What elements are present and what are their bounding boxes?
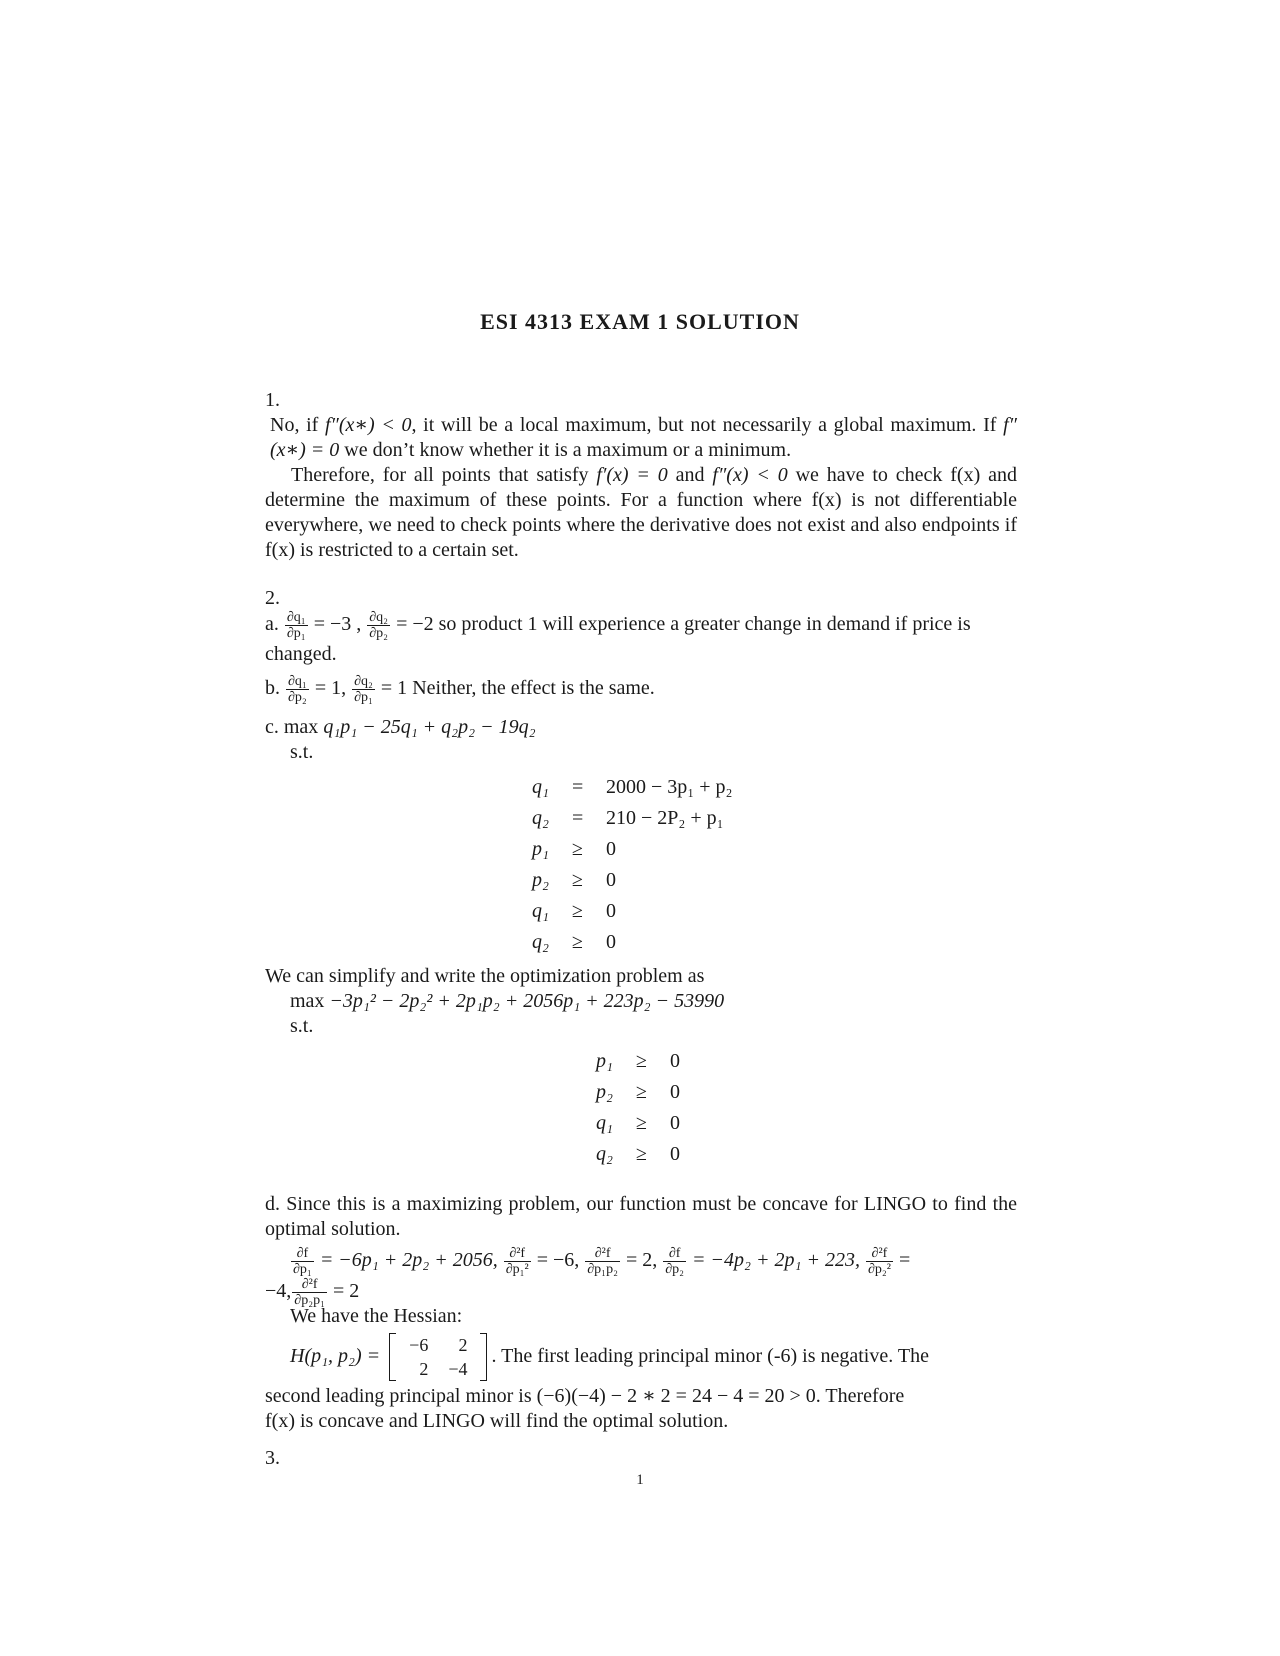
constraint-op: ≥ <box>572 869 583 891</box>
constraint-op: = <box>572 776 584 798</box>
q2-number: 2. <box>265 587 280 609</box>
q2b-label: b. <box>265 677 280 700</box>
q2-part-b <box>265 674 1017 705</box>
matrix-row <box>399 1333 477 1357</box>
q1-p1-b: , it will be a local maximum, but not necessarily a global maximum. If <box>411 414 1004 436</box>
fraction-denominator: ∂p₂p₁ <box>294 1292 325 1308</box>
constraint-lhs: p₁ <box>532 838 549 860</box>
q1-p2-b: we have to check f(x) and determine the maximum of these points. For a function where f(x) is not differentiable everywhere, we need to check points where the derivative does not exist and also endpoints if f(x) is restricted to a certain set. <box>265 464 1017 561</box>
hessian-line <box>290 1328 929 1384</box>
fraction-numerator: ∂q₁ <box>288 674 307 689</box>
constraint-rhs: 2000 − 3p₁ + p₂ <box>606 776 733 798</box>
d-expr-5: = <box>898 1249 911 1271</box>
hessian-text-2: second leading principal minor is (−6)(−4) − 2 ∗ 2 = 24 − 4 = 20 > 0. Therefore <box>265 1385 905 1407</box>
fraction-numerator: ∂q₁ <box>286 610 306 625</box>
fraction-numerator: ∂f <box>291 1246 314 1262</box>
d-expr-6: −4, <box>265 1280 292 1302</box>
q2a-label: a. <box>265 613 279 636</box>
fraction-denominator: ∂p₂ <box>288 690 307 705</box>
fraction-numerator: ∂f <box>663 1246 686 1262</box>
d-fraction-2 <box>504 1246 531 1277</box>
q1-number: 1. <box>265 389 280 411</box>
q1-p2-a: Therefore, for all points that satisfy <box>291 464 597 486</box>
fraction-numerator: ∂²f <box>585 1246 620 1262</box>
hessian-intro: We have the Hessian: <box>290 1305 463 1327</box>
constraint-op: ≥ <box>636 1081 647 1103</box>
constraint-op: = <box>572 807 584 829</box>
page-title: ESI 4313 EXAM 1 SOLUTION <box>480 309 800 334</box>
d-fraction-5 <box>866 1246 893 1277</box>
fraction-denominator: ∂p₂² <box>867 1261 891 1277</box>
q2b-fraction-2 <box>352 674 375 705</box>
q1-paragraph-2 <box>265 463 1017 563</box>
d-expr-2: = −6, <box>536 1249 580 1271</box>
constraint-rhs: 0 <box>606 838 616 860</box>
constraint-op: ≥ <box>636 1112 647 1134</box>
fraction-denominator: ∂p₂ <box>369 626 389 641</box>
q2c-label: c. max <box>265 716 324 738</box>
hessian-text-1: . The first leading principal minor (-6) is negative. The <box>491 1345 929 1367</box>
q2a-eq-2: = −2 <box>396 613 434 636</box>
fraction-denominator: ∂p₂ <box>665 1261 685 1277</box>
fraction-numerator: ∂q₂ <box>354 674 373 689</box>
q2b-fraction-1 <box>286 674 309 705</box>
q2b-text: Neither, the effect is the same. <box>407 677 655 700</box>
constraint-op: ≥ <box>572 838 583 860</box>
constraint-rhs: 0 <box>670 1081 680 1103</box>
constraint-lhs: p₂ <box>596 1081 613 1103</box>
constraint-lhs: q₁ <box>596 1112 613 1134</box>
constraint-rhs: 0 <box>670 1050 680 1072</box>
fraction-denominator: ∂p₁ <box>354 690 373 705</box>
constraint-op: ≥ <box>572 900 583 922</box>
fraction-numerator: ∂²f <box>866 1246 893 1262</box>
constraint-lhs: p₁ <box>596 1050 613 1072</box>
fraction-denominator: ∂p₁ <box>286 626 306 641</box>
d-expr-1: = −6p₁ + 2p₂ + 2056, <box>319 1249 498 1271</box>
q2a-eq-1: = −3 , <box>313 613 362 636</box>
q2-simplify-text: We can simplify and write the optimization problem as <box>265 965 705 987</box>
q2-st-2: s.t. <box>290 1015 314 1037</box>
d-fraction-4 <box>663 1246 686 1277</box>
matrix-row <box>399 1357 477 1381</box>
fraction-numerator: ∂²f <box>292 1277 327 1293</box>
q2b-eq-2: = 1 <box>380 677 408 700</box>
q1-p1-a: No, if <box>270 414 325 436</box>
q1-p2-formula-1: f′(x) = 0 <box>596 464 668 486</box>
q1-p2-and: and <box>667 464 713 486</box>
constraint-rhs: 0 <box>670 1143 680 1165</box>
q2b-eq-1: = 1, <box>314 677 347 700</box>
hessian-text-3: f(x) is concave and LINGO will find the optimal solution. <box>265 1410 729 1432</box>
constraint-op: ≥ <box>636 1143 647 1165</box>
fraction-denominator: ∂p₁ <box>293 1261 312 1277</box>
q1-p1-formula-1: f″(x∗) < 0 <box>325 414 412 436</box>
d-expr-3: = 2, <box>625 1249 658 1271</box>
constraint-lhs: q₂ <box>532 807 549 829</box>
hessian-matrix <box>389 1333 487 1381</box>
constraint-lhs: q₁ <box>532 776 549 798</box>
constraint-lhs: q₁ <box>532 900 549 922</box>
fraction-denominator: ∂p₁² <box>505 1261 529 1277</box>
d-expr-4: = −4p₂ + 2p₁ + 223, <box>692 1249 860 1271</box>
q2-part-d-text: d. Since this is a maximizing problem, our function must be concave for LINGO to find the optimal solution. <box>265 1193 1017 1240</box>
q1-p1-formula-2: f″(x∗) = 0 <box>270 414 1017 461</box>
q2c-objective: q₁p₁ − 25q₁ + q₂p₂ − 19q₂ <box>323 716 536 738</box>
d-fraction-1 <box>291 1246 314 1277</box>
q2-part-a <box>265 610 1017 668</box>
constraint-rhs: 0 <box>606 869 616 891</box>
q2c-st: s.t. <box>290 741 314 763</box>
constraint-lhs: p₂ <box>532 869 549 891</box>
q2-part-c-objective <box>265 715 536 740</box>
q2a-text: so product 1 will experience a greater change in demand if price is changed. <box>265 613 971 665</box>
q2a-fraction-1 <box>285 610 308 641</box>
fraction-numerator: ∂q₂ <box>369 610 389 625</box>
matrix-cell: 2 <box>458 1335 468 1356</box>
constraint-rhs: 0 <box>606 900 616 922</box>
fraction-numerator: ∂²f <box>504 1246 531 1262</box>
constraint-rhs: 0 <box>670 1112 680 1134</box>
q2a-fraction-2 <box>367 610 390 641</box>
q3-number: 3. <box>265 1447 280 1469</box>
q1-p2-formula-2: f″(x) < 0 <box>712 464 788 486</box>
q2d-derivatives-line-1 <box>290 1245 910 1277</box>
q1-paragraph-1 <box>270 413 1017 463</box>
constraint-lhs: q₂ <box>596 1143 613 1165</box>
max-label: max <box>290 990 330 1012</box>
constraint-op: ≥ <box>572 931 583 953</box>
hessian-lhs: H(p₁, p₂) = <box>290 1345 381 1367</box>
constraint-lhs: q₂ <box>532 931 549 953</box>
d-expr-7: = 2 <box>332 1280 360 1302</box>
constraint-op: ≥ <box>636 1050 647 1072</box>
page-number: 1 <box>636 1472 644 1488</box>
constraint-rhs: 210 − 2P₂ + p₁ <box>606 807 724 829</box>
fraction-denominator: ∂p₁p₂ <box>587 1261 618 1277</box>
q2-simplified-objective <box>290 989 724 1014</box>
matrix-cell: −6 <box>409 1335 429 1356</box>
constraint-rhs: 0 <box>606 931 616 953</box>
d-fraction-3 <box>585 1246 620 1277</box>
simplified-objective: −3p₁² − 2p₂² + 2p₁p₂ + 2056p₁ + 223p₂ − 53990 <box>329 990 725 1012</box>
matrix-cell: 2 <box>419 1359 429 1380</box>
q1-p1-c: we don’t know whether it is a maximum or a minimum. <box>339 439 792 461</box>
matrix-cell: −4 <box>448 1359 468 1380</box>
